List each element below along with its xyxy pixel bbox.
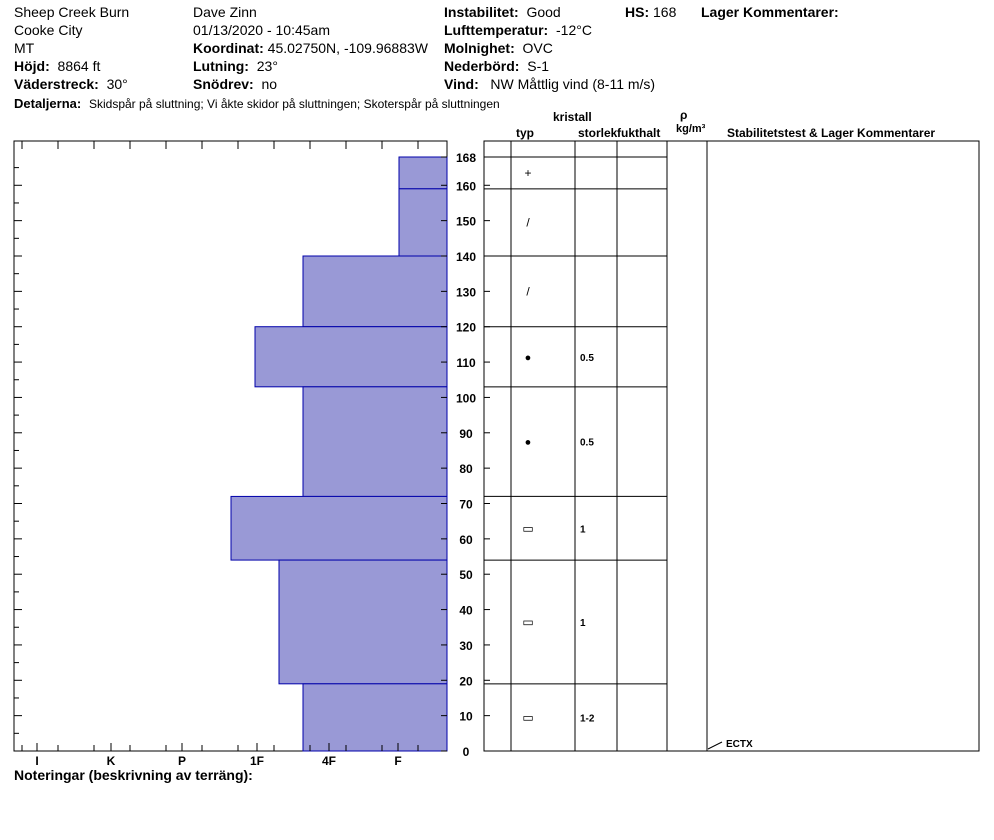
x-tick-label: I	[35, 754, 39, 768]
hs-value: 168	[653, 4, 677, 20]
y-tick-label: 100	[455, 391, 477, 406]
grain-size-value: 1	[580, 617, 586, 629]
sky-value: OVC	[522, 40, 553, 56]
layer-bar	[399, 189, 447, 256]
x-tick-label: P	[177, 754, 187, 768]
y-tick-label: 160	[455, 179, 477, 194]
layer-bar	[303, 387, 447, 497]
y-tick-label: 40	[459, 603, 473, 618]
grain-size-value: 0.5	[580, 437, 594, 449]
size-header: storlek	[578, 126, 618, 140]
y-tick-label: 130	[455, 285, 477, 300]
slope-label: Lutning:	[193, 58, 249, 74]
elevation-label: Höjd:	[14, 58, 50, 74]
drift-label: Snödrev:	[193, 76, 254, 92]
airtemp-value: -12°C	[556, 22, 592, 38]
stability-value: Good	[526, 4, 561, 20]
y-tick-label: 30	[459, 638, 473, 653]
details-label: Detaljerna:	[14, 96, 82, 111]
grain-type-symbol: ●	[524, 351, 532, 364]
y-tick-label: 110	[456, 356, 476, 371]
layer-bar	[303, 684, 447, 751]
datetime: 01/13/2020 - 10:45am	[193, 22, 330, 38]
y-tick-label: 60	[459, 532, 473, 547]
y-tick-label: 168	[455, 151, 477, 165]
grain-type-symbol: /	[526, 284, 530, 299]
y-tick-label: 80	[459, 462, 473, 477]
drift-value: no	[261, 76, 278, 92]
layer-bar	[399, 157, 447, 189]
x-tick-label: 1F	[249, 754, 265, 768]
ectx-pointer	[708, 742, 722, 749]
aspect-label: Väderstreck:	[14, 76, 99, 92]
moisture-header: fukthalt	[617, 126, 661, 140]
grain-type-symbol: /	[526, 215, 530, 230]
coord-value: 45.02750N, -109.96883W	[267, 40, 428, 56]
x-tick-label: K	[106, 754, 116, 768]
grain-type-symbol: ▭	[522, 710, 534, 725]
coord-label: Koordinat:	[193, 40, 264, 56]
grain-type-symbol: ●	[524, 436, 532, 449]
location-name: Sheep Creek Burn	[14, 4, 130, 20]
hs-label: HS:	[625, 4, 650, 20]
wind-label: Vind:	[444, 76, 479, 92]
y-tick-label: 150	[455, 214, 477, 229]
sky-label: Molnighet:	[444, 40, 515, 56]
layer-bar	[279, 560, 447, 684]
precip-value: S-1	[527, 58, 550, 74]
wind-value: NW Måttlig vind (8-11 m/s)	[490, 76, 656, 92]
rho-header: ρ	[680, 108, 688, 122]
grain-table-frame	[484, 141, 979, 751]
layer-bar	[231, 496, 447, 560]
slope-value: 23°	[256, 58, 278, 74]
y-tick-label: 0	[462, 745, 470, 759]
grain-size-value: 1	[580, 524, 586, 536]
ectx-label: ECTX	[726, 739, 753, 750]
y-tick-label: 140	[455, 250, 477, 264]
airtemp-label: Lufttemperatur:	[444, 22, 549, 38]
grain-size-value: 1-2	[580, 713, 595, 725]
crystal-header: kristall	[553, 110, 592, 124]
elevation-value: 8864 ft	[57, 58, 101, 74]
y-tick-label: 120	[455, 320, 477, 335]
layer-bar	[303, 256, 447, 327]
x-tick-label: 4F	[321, 754, 337, 768]
details-value: Skidspår på sluttning; Vi åkte skidor på sluttningen; Skoterspår på sluttningen	[88, 97, 500, 111]
y-tick-label: 90	[459, 426, 473, 441]
precip-label: Nederbörd:	[444, 58, 520, 74]
grain-size-value: 0.5	[580, 352, 594, 364]
y-tick-label: 70	[459, 497, 473, 512]
grain-type-symbol: +	[524, 165, 532, 180]
grain-type-symbol: ▭	[522, 521, 534, 536]
layer-comments-label: Lager Kommentarer:	[701, 4, 839, 20]
region-name: Cooke City	[14, 22, 83, 38]
y-tick-label: 20	[459, 674, 473, 689]
y-tick-label: 10	[459, 709, 473, 724]
x-tick-label: F	[394, 754, 402, 768]
stability-comments-header: Stabilitetstest & Lager Kommentarer	[727, 126, 936, 140]
notes-label: Noteringar (beskrivning av terräng):	[14, 767, 253, 783]
grain-type-symbol: ▭	[522, 614, 534, 629]
stability-label: Instabilitet:	[444, 4, 519, 20]
type-header: typ	[516, 126, 534, 140]
layer-bar	[255, 327, 447, 387]
aspect-value: 30°	[106, 76, 128, 92]
density-unit-header: kg/m³	[676, 123, 706, 135]
state-name: MT	[14, 40, 35, 56]
observer-name: Dave Zinn	[193, 4, 257, 20]
y-tick-label: 50	[459, 568, 473, 583]
